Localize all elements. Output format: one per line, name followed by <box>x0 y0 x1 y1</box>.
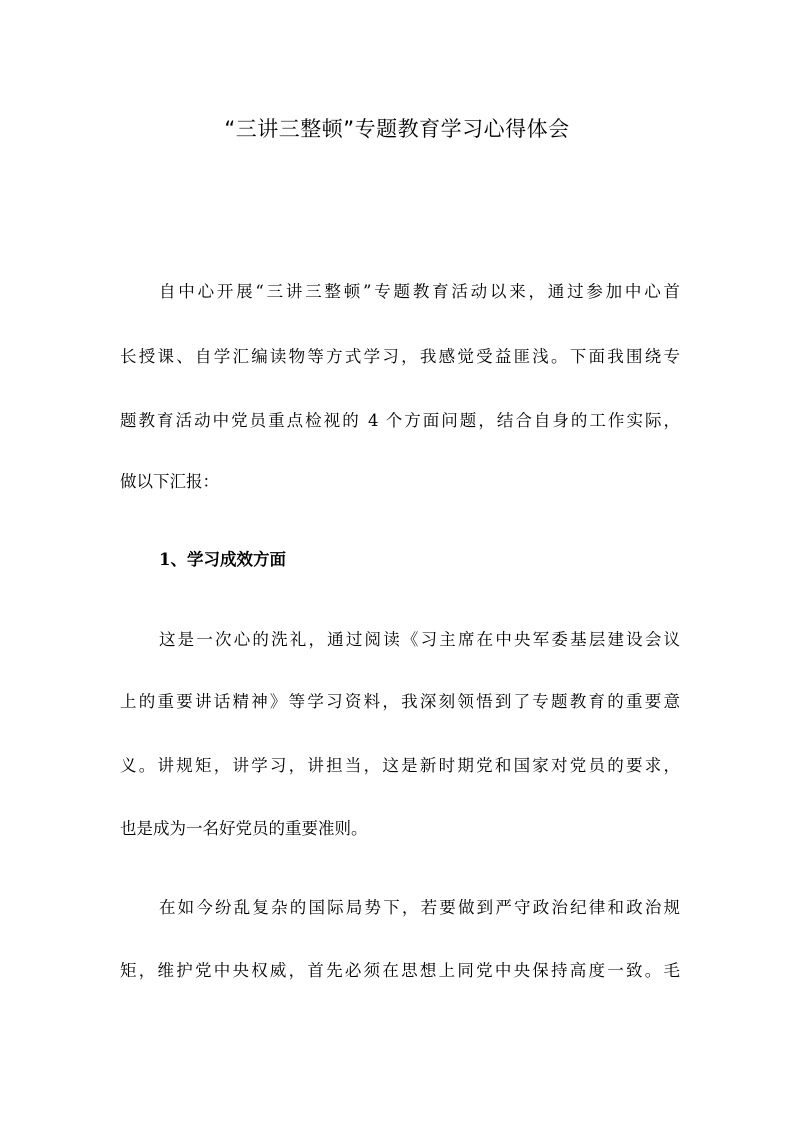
paragraph-1-line-2: 长授课、自学汇编读物等方式学习，我感觉受益匪浅。下面我围绕专 <box>120 347 680 366</box>
section-heading: 1、学习成效方面 <box>159 550 286 569</box>
paragraph-2-line-3: 义。讲规矩，讲学习，讲担当，这是新时期党和国家对党员的要求， <box>120 756 680 775</box>
paragraph-1-line-1: 自中心开展“三讲三整顿”专题教育活动以来，通过参加中心首 <box>159 282 680 301</box>
document-title: “三讲三整顿”专题教育学习心得体会 <box>224 117 570 141</box>
paragraph-1-line-4: 做以下汇报： <box>120 472 219 491</box>
paragraph-2-line-2: 上的重要讲话精神》等学习资料，我深刻领悟到了专题教育的重要意 <box>120 692 680 711</box>
paragraph-2-line-1: 这是一次心的洗礼，通过阅读《习主席在中央军委基层建设会议 <box>159 630 680 649</box>
paragraph-3-line-2: 矩，维护党中央权威，首先必须在思想上同党中央保持高度一致。毛 <box>120 961 680 980</box>
paragraph-1-line-3: 题教育活动中党员重点检视的 4 个方面问题，结合自身的工作实际， <box>120 411 680 430</box>
paragraph-2-line-4: 也是成为一名好党员的重要准则。 <box>120 819 368 838</box>
paragraph-3-line-1: 在如今纷乱复杂的国际局势下，若要做到严守政治纪律和政治规 <box>159 898 680 917</box>
